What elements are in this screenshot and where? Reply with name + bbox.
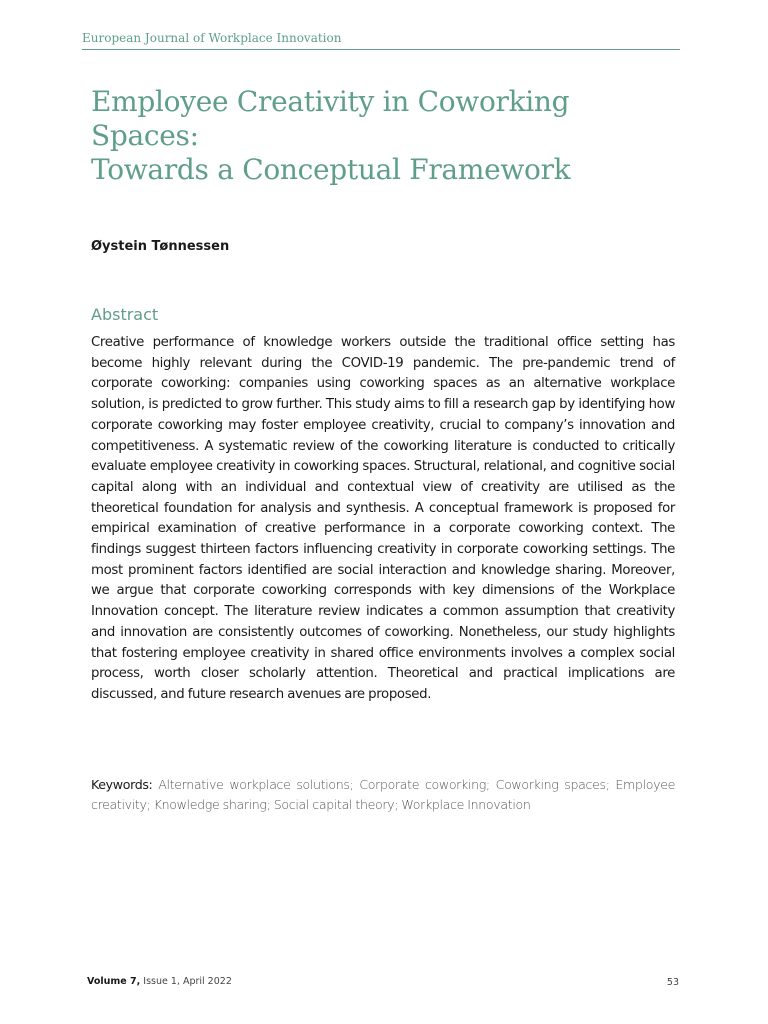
footer-volume: Volume 7, <box>87 976 141 987</box>
title-line: Employee Creativity in Coworking <box>91 85 570 118</box>
keywords-text: Alternative workplace solutions; Corporate coworking; Coworking spaces; Employee creativity; Knowledge sharing; Social capital theory; Workplace Innovation <box>91 777 675 812</box>
title-line: Towards a Conceptual Framework <box>91 153 571 186</box>
journal-header <box>82 30 680 50</box>
author-name: Øystein Tønnessen <box>91 239 230 254</box>
article-title <box>91 85 691 187</box>
keywords-label: Keywords: <box>91 777 153 792</box>
abstract-heading: Abstract <box>91 305 159 324</box>
title-line: Spaces: <box>91 119 199 152</box>
page-number: 53 <box>666 977 679 988</box>
footer-volume-info <box>87 975 232 989</box>
footer-issue-date: Issue 1, April 2022 <box>143 976 232 987</box>
journal-name: European Journal of Workplace Innovation <box>82 31 342 45</box>
abstract-text: Creative performance of knowledge workers outside the traditional office setting has become highly relevant during the COVID-19 pandemic. The pre-pandemic trend of corporate coworking: companies using coworking spaces as an alternative workplace solution, is predicted to grow further. This study aims to fill a research gap by identifying how corporate coworking may foster employee creativity, crucial to company’s innovation and competitiveness. A systematic review of the coworking literature is conducted to critically evaluate employee creativity in coworking spaces. Structural, relational, and cognitive social capital along with an individual and contextual view of creativity are utilised as the theoretical foundation for analysis and synthesis. A conceptual framework is proposed for empirical examination of creative performance in a corporate coworking context. The findings suggest thirteen factors influencing creativity in corporate coworking settings. The most prominent factors identified are social interaction and knowledge sharing. Moreover, we argue that corporate coworking corresponds with key dimensions of the Workplace Innovation concept. The literature review indicates a common assumption that creativity and innovation are consistently outcomes of coworking. Nonetheless, our study highlights that fostering employee creativity in shared office environments involves a complex social process, worth closer scholarly attention. Theoretical and practical implications are discussed, and future research avenues are proposed. <box>91 335 675 702</box>
keywords-section <box>91 775 675 814</box>
